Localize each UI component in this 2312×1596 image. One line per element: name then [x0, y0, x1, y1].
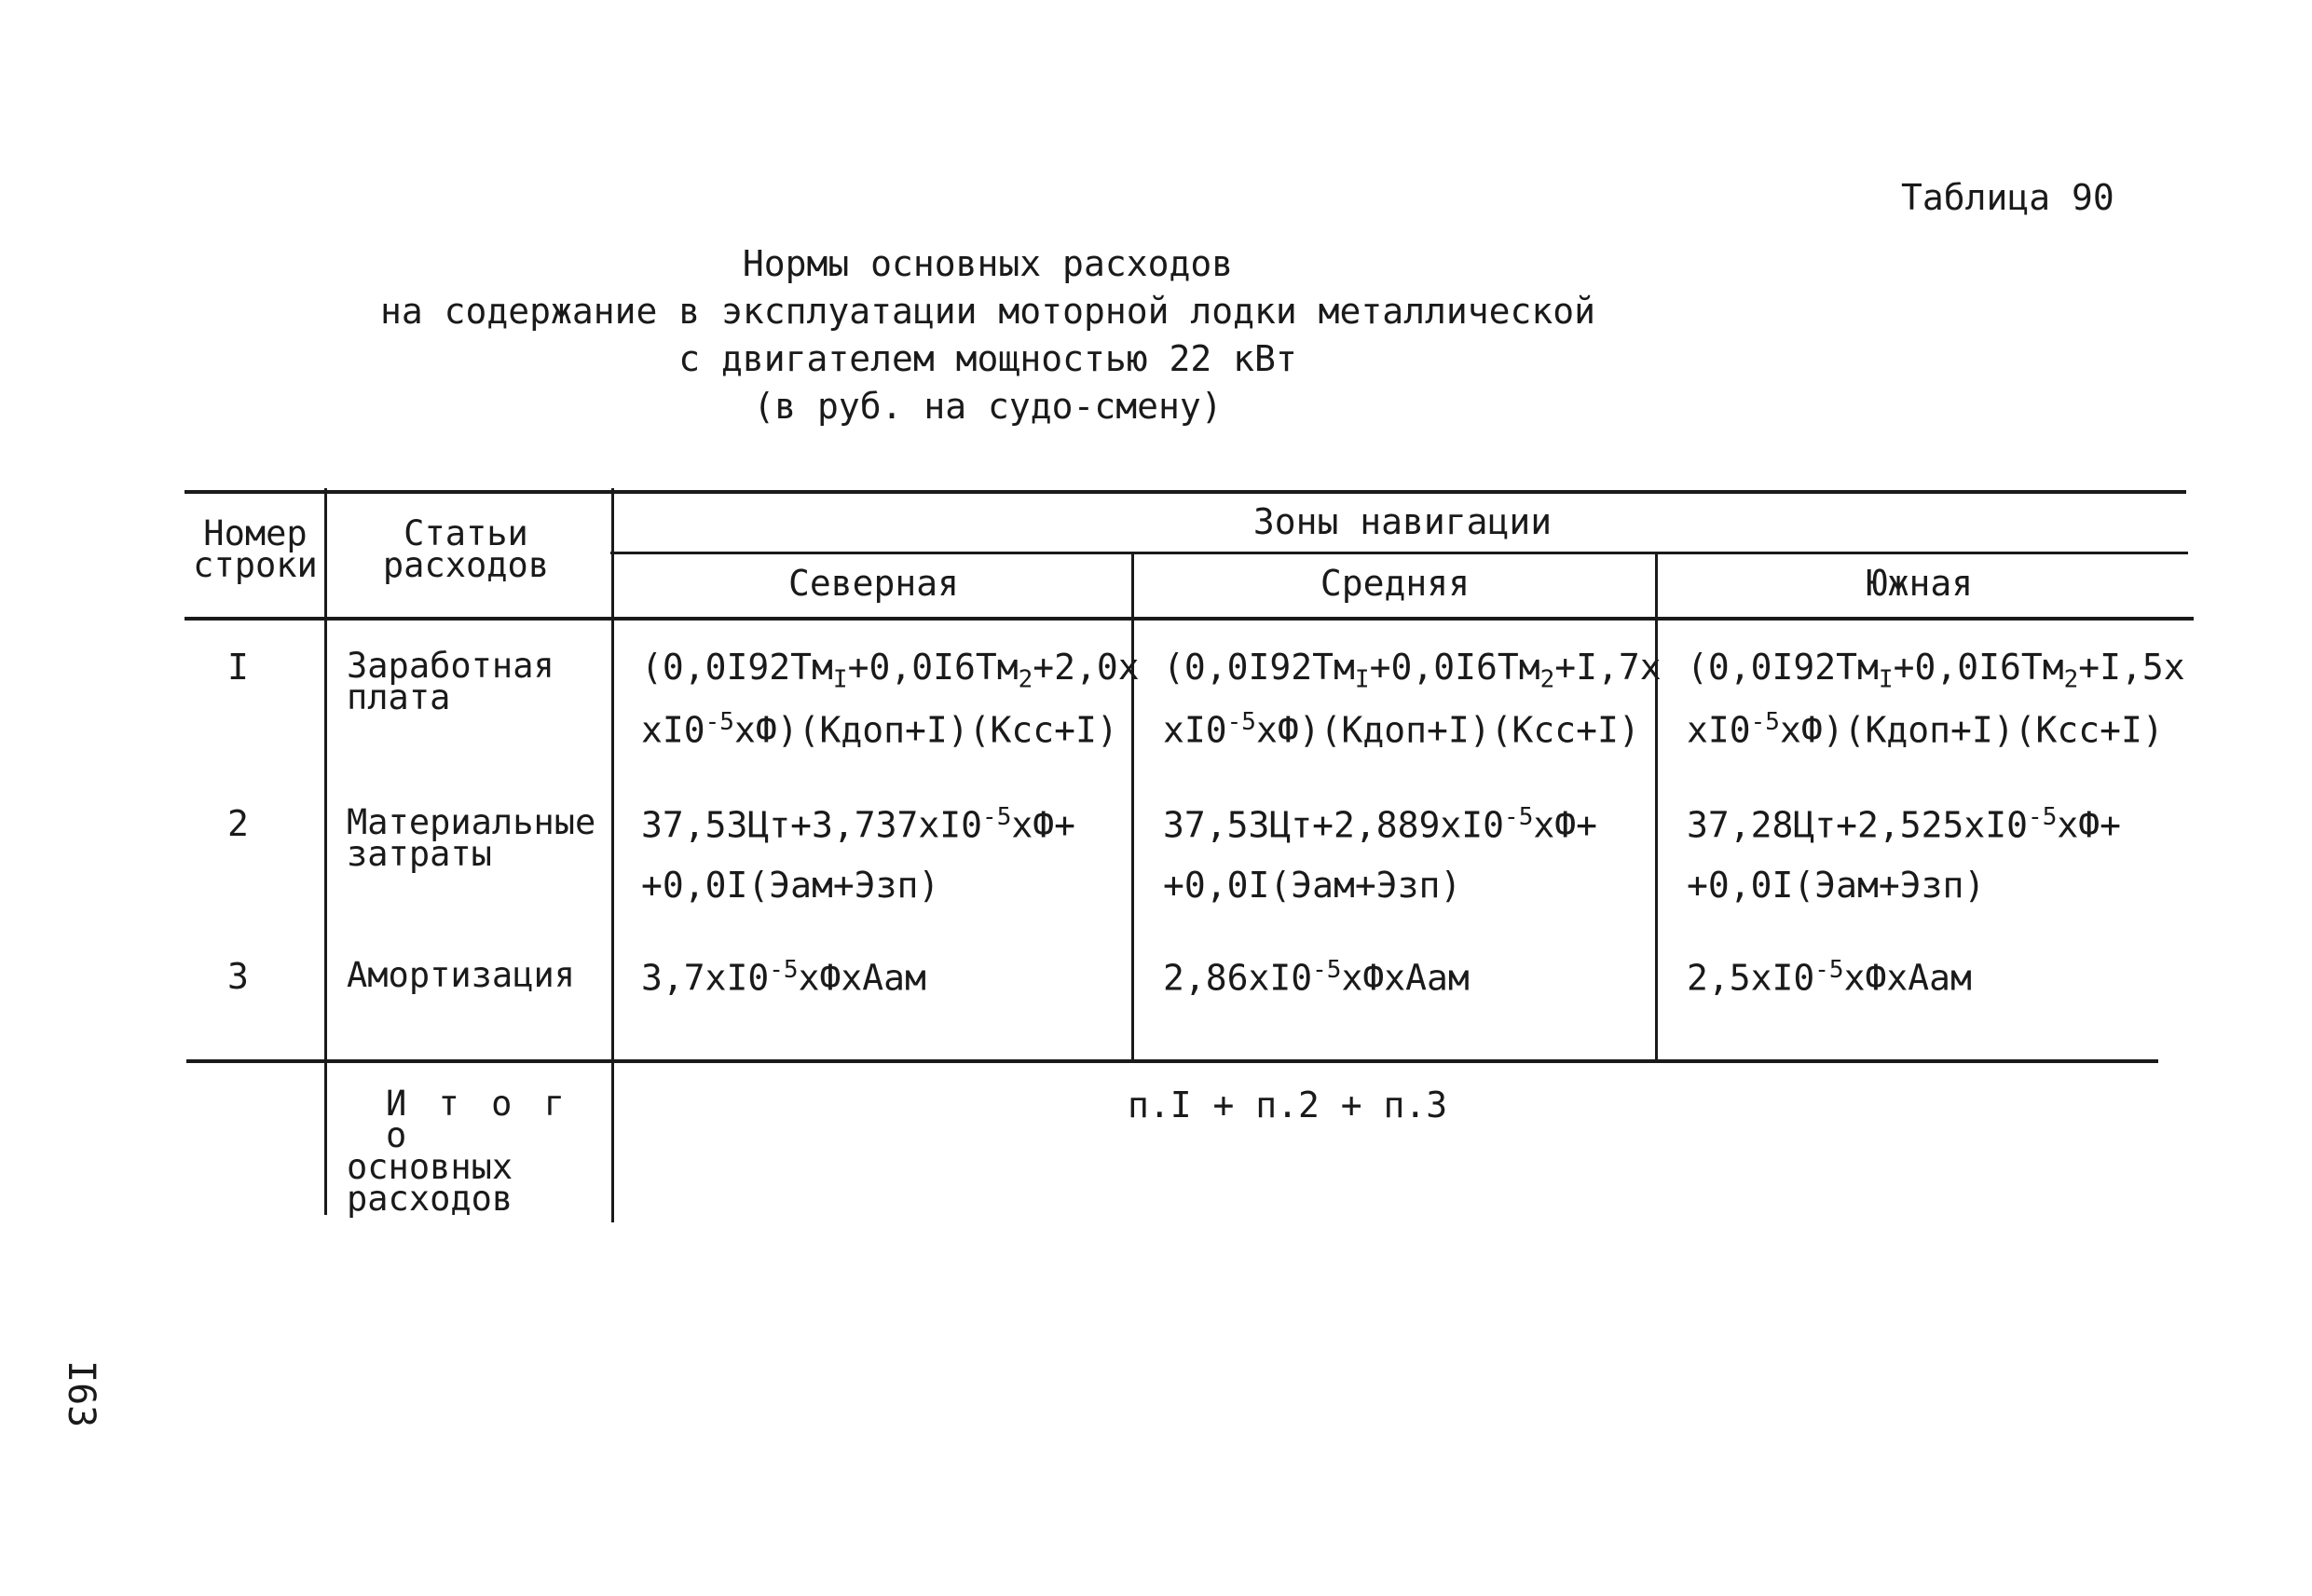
header-middle: Средняя: [1320, 563, 1471, 604]
header-bottom-rule: [185, 617, 2194, 621]
page-number: I63: [60, 1360, 103, 1428]
row-3-number: 3: [227, 956, 249, 997]
row-3-middle: $2,86хI0^{-5}хФхАам$: [1163, 956, 1470, 999]
header-row-number: Номер строки: [193, 513, 318, 585]
table-label: Таблица 90: [1901, 177, 2114, 218]
title-line: Нормы основных расходов: [742, 243, 1234, 284]
row-1-number: I: [227, 647, 249, 688]
row-1-south-line-2: $хI0^{-5}хФ)(Кдоп+I)(Ксс+I)$: [1687, 708, 2164, 751]
total-label: [347, 1084, 608, 1219]
col-divider-3: [1131, 553, 1134, 1060]
total-label-line: И т о г о: [386, 1084, 570, 1155]
row-2-south-line-1: $37,28Цт+2,525хI0^{-5}хФ+$: [1687, 803, 2121, 846]
row-2-north-line-2: +0,0I(Эам+Эзп): [641, 865, 940, 906]
row-2-article: Материальные затраты: [347, 802, 596, 874]
row-3-north: $3,7хI0^{-5}хФхАам$: [641, 956, 926, 999]
total-label-line: расходов: [347, 1179, 513, 1219]
table-top-rule: [185, 490, 2186, 494]
row-3-article: Амортизация: [347, 955, 576, 995]
header-articles: Статьи расходов: [382, 513, 550, 585]
row-1-north-line-1: ($0,0I92Тм_I+0,0I6Тм_2+2,0х$: [641, 647, 1140, 694]
row-1-middle-line-1: ($0,0I92Тм_I+0,0I6Тм_2+I,7х$: [1163, 647, 1662, 694]
col-divider-1: [324, 488, 327, 1215]
row-2-number: 2: [227, 803, 249, 844]
col-divider-4: [1655, 553, 1658, 1060]
header-south: Южная: [1866, 563, 1974, 604]
header-zones: Зоны навигации: [1252, 501, 1553, 542]
row-1-middle-line-2: $хI0^{-5}хФ)(Кдоп+I)(Ксс+I)$: [1163, 708, 1640, 751]
row-1-south-line-1: ($0,0I92Тм_I+0,0I6Тм_2+I,5х$: [1687, 647, 2185, 694]
zones-subheader-rule: [610, 552, 2188, 554]
row-1-north-line-2: $хI0^{-5}хФ)(Кдоп+I)(Ксс+I)$: [641, 708, 1118, 751]
title-line: на содержание в эксплуатации моторной лодки металлической: [379, 291, 1596, 332]
total-label-line: основных: [347, 1147, 513, 1187]
title-line: (в руб. на судо-смену): [753, 386, 1223, 427]
table-title: [0, 240, 1976, 430]
title-line: с двигателем мощностью 22 кВт: [678, 338, 1297, 379]
total-formula: п.I + п.2 + п.3: [1128, 1084, 1448, 1125]
row-1-article: Заработная плата: [347, 646, 554, 717]
row-2-middle-line-2: +0,0I(Эам+Эзп): [1163, 865, 1462, 906]
body-bottom-rule: [186, 1059, 2158, 1063]
row-2-south-line-2: +0,0I(Эам+Эзп): [1687, 865, 1986, 906]
row-3-south: $2,5хI0^{-5}хФхАам$: [1687, 956, 1972, 999]
header-north: Северная: [787, 563, 960, 604]
row-2-north-line-1: $37,53Цт+3,737хI0^{-5}хФ+$: [641, 803, 1075, 846]
row-2-middle-line-1: $37,53Цт+2,889хI0^{-5}хФ+$: [1163, 803, 1597, 846]
